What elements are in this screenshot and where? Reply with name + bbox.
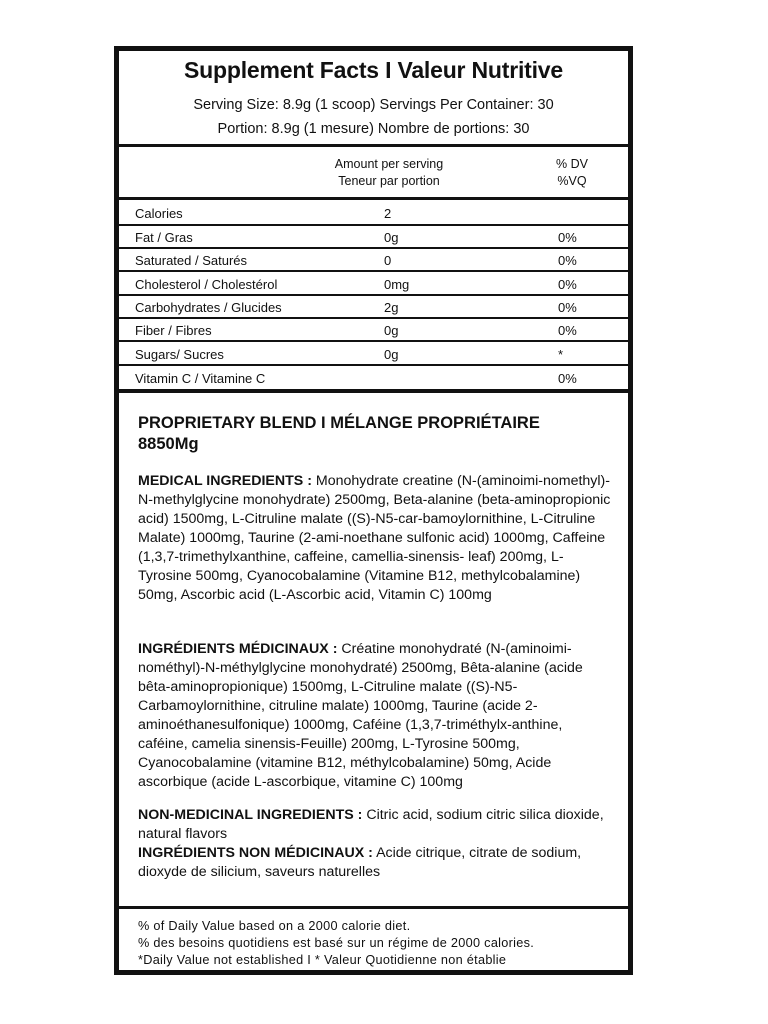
medical-ingredients	[138, 472, 614, 605]
nutrient-amount: 0g	[384, 347, 399, 362]
non-medicinal-text: Citric acid, sodium citric silica dioxide, natural flavors	[138, 807, 604, 842]
nutrient-amount: 0g	[384, 323, 399, 338]
amount-column-header: Amount per serving Teneur par portion	[334, 157, 444, 188]
divider-footer	[119, 906, 628, 909]
nutrient-amount: 0	[384, 253, 392, 268]
nutrient-name: Fiber / Fibres	[135, 323, 212, 338]
nutrient-row	[119, 319, 628, 341]
medicinal-ingredients-fr-text: Créatine monohydraté (N-(aminoimi-nométhyl)-N-méthylglycine monohydraté) 2500mg, Bêta-alanine (acide bêta-aminopropionique) 1500mg, L-Citruline malate ((S)-N5-Carbamoylornithine, citruline malate) 1000mg, Taurine (acide 2-aminoéthanesulfonique) 1000mg, Caféine (1,3,7-triméthylx-anthine, caféine, camelia sinensis-Feuille) 200mg, L-Tyrosine 500mg, Cyanocobalamine (vitamine B12, méthylcobalamine) 50mg, Acide ascorbique (acide L-ascorbique, vitamine C) 100mg	[138, 641, 583, 790]
serving-size-fr: Portion: 8.9g (1 mesure) Nombre de portions: 30	[217, 121, 530, 137]
nutrient-amount: 0g	[384, 230, 399, 245]
nutrient-amount: 2g	[384, 300, 399, 315]
divider-columns	[119, 197, 628, 200]
nutrient-name: Saturated / Saturés	[135, 253, 248, 268]
divider-nutrients	[119, 389, 628, 393]
daily-value-footnote: % of Daily Value based on a 2000 calorie diet. % des besoins quotidiens est basé sur un régime de 2000 calories. *Daily Value not established I * Valeur Quotidienne non établie	[138, 919, 535, 967]
nutrient-dv: 0%	[558, 230, 577, 245]
nutrient-row	[119, 249, 628, 271]
non-medicinal-fr-text: Acide citrique, citrate de sodium, dioxyde de silicium, saveurs naturelles	[138, 845, 582, 880]
non-medicinal-label: NON-MEDICINAL INGREDIENTS :	[138, 807, 363, 823]
nutrient-row	[119, 296, 628, 318]
nutrient-name: Cholesterol / Cholestérol	[135, 277, 278, 292]
nutrient-dv: 0%	[558, 323, 577, 338]
nutrient-row	[119, 343, 628, 365]
nutrient-dv: 0%	[558, 371, 577, 386]
medical-ingredients-text: Monohydrate creatine (N-(aminoimi-nomethyl)-N-methylglycine monohydrate) 2500mg, Beta-alanine (beta-aminopropionic acid) 1500mg, L-Citruline malate ((S)-N5-car-bamoylornithine, L-Citruline Malate) 1000mg, Taurine (2-ami-noethane sulfonic acid) 1000mg, Caffeine (1,3,7-trimethylxanthine, caffeine, camellia-sinensis- leaf) 200mg, L-Tyrosine 500mg, Cyanocobalamine (Vitamine B12, methylcobalamine) 50mg, Ascorbic acid (L-Ascorbic acid, Vitamin C) 100mg	[138, 473, 611, 603]
medical-ingredients-label: MEDICAL INGREDIENTS :	[138, 473, 312, 489]
nutrient-name: Carbohydrates / Glucides	[135, 300, 282, 315]
nutrient-row	[119, 273, 628, 295]
non-medicinal-ingredients	[138, 806, 614, 882]
medicinal-ingredients-fr-label: INGRÉDIENTS MÉDICINAUX :	[138, 641, 338, 657]
nutrient-row	[119, 202, 628, 224]
nutrient-name: Fat / Gras	[135, 230, 193, 245]
non-medicinal-fr-label: INGRÉDIENTS NON MÉDICINAUX :	[138, 845, 373, 861]
medicinal-ingredients-fr	[138, 640, 614, 792]
panel-title: Supplement Facts I Valeur Nutritive	[184, 57, 563, 83]
nutrient-amount: 0mg	[384, 277, 410, 292]
nutrient-name: Sugars/ Sucres	[135, 347, 224, 362]
nutrient-name: Vitamin C / Vitamine C	[135, 371, 266, 386]
serving-size-en: Serving Size: 8.9g (1 scoop) Servings Per Container: 30	[193, 97, 554, 113]
nutrient-amount: 2	[384, 206, 392, 221]
nutrient-dv: 0%	[558, 300, 577, 315]
proprietary-blend-title: PROPRIETARY BLEND I MÉLANGE PROPRIÉTAIRE 8850Mg	[138, 414, 540, 453]
nutrient-row	[119, 226, 628, 248]
divider-header	[119, 144, 628, 147]
supplement-facts-panel	[114, 46, 633, 975]
nutrient-name: Calories	[135, 206, 183, 221]
nutrient-dv: 0%	[558, 253, 577, 268]
nutrient-row	[119, 367, 628, 389]
nutrient-dv: 0%	[558, 277, 577, 292]
dv-column-header: % DV %VQ	[556, 157, 588, 188]
nutrient-dv: *	[558, 347, 564, 362]
